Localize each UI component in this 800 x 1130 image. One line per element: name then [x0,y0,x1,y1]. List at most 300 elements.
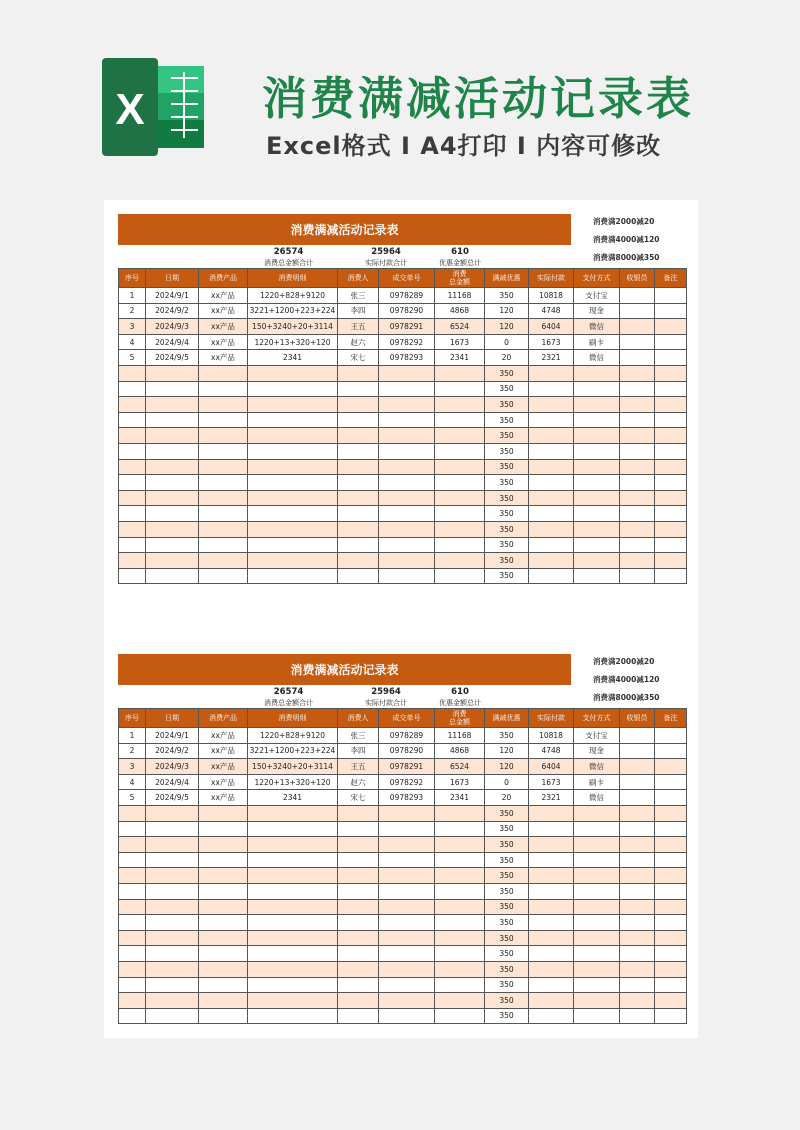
table-cell[interactable]: 王五 [338,319,379,335]
table-cell[interactable] [248,930,338,946]
table-cell[interactable] [119,521,146,537]
table-cell[interactable] [574,490,620,506]
table-cell[interactable] [435,977,485,993]
table-cell[interactable] [379,521,435,537]
table-cell[interactable] [146,852,199,868]
table-cell[interactable]: 现金 [574,303,620,319]
table-cell[interactable] [620,915,655,931]
table-cell[interactable] [655,553,687,569]
table-cell[interactable]: 350 [485,852,529,868]
table-cell[interactable] [199,365,248,381]
table-cell[interactable]: 李四 [338,303,379,319]
table-cell[interactable]: 李四 [338,743,379,759]
table-cell[interactable] [338,915,379,931]
table-cell[interactable] [435,459,485,475]
table-cell[interactable]: 4868 [435,303,485,319]
table-cell[interactable] [248,553,338,569]
table-cell[interactable]: 350 [485,568,529,584]
table-cell[interactable]: 0978289 [379,288,435,304]
table-cell[interactable] [574,852,620,868]
table-cell[interactable] [655,381,687,397]
table-cell[interactable] [379,961,435,977]
table-cell[interactable]: 350 [485,883,529,899]
table-cell[interactable] [146,365,199,381]
table-cell[interactable] [529,977,574,993]
table-cell[interactable]: 张三 [338,288,379,304]
table-cell[interactable] [529,459,574,475]
table-cell[interactable] [620,521,655,537]
table-cell[interactable]: 350 [485,443,529,459]
table-cell[interactable] [529,946,574,962]
table-cell[interactable] [620,961,655,977]
table-cell[interactable] [529,821,574,837]
table-cell[interactable] [119,490,146,506]
table-cell[interactable] [199,381,248,397]
table-cell[interactable]: 3221+1200+223+224 [248,743,338,759]
table-cell[interactable] [655,521,687,537]
table-cell[interactable]: 1220+828+9120 [248,728,338,744]
table-cell[interactable] [248,868,338,884]
table-cell[interactable]: 1673 [529,774,574,790]
table-cell[interactable]: 支付宝 [574,728,620,744]
table-cell[interactable] [338,852,379,868]
table-cell[interactable] [620,506,655,522]
table-cell[interactable] [338,381,379,397]
table-cell[interactable] [146,977,199,993]
table-cell[interactable]: 微信 [574,759,620,775]
table-cell[interactable] [435,883,485,899]
table-cell[interactable]: 2321 [529,790,574,806]
table-cell[interactable] [435,537,485,553]
table-cell[interactable] [199,868,248,884]
table-cell[interactable] [655,774,687,790]
table-cell[interactable] [655,568,687,584]
table-cell[interactable] [435,365,485,381]
table-cell[interactable] [119,915,146,931]
table-cell[interactable]: 350 [485,805,529,821]
table-cell[interactable]: 0978291 [379,319,435,335]
table-cell[interactable] [146,490,199,506]
table-cell[interactable]: 20 [485,790,529,806]
table-cell[interactable] [119,868,146,884]
table-cell[interactable] [338,946,379,962]
table-cell[interactable] [655,837,687,853]
table-cell[interactable] [655,443,687,459]
table-cell[interactable] [435,553,485,569]
table-cell[interactable] [199,946,248,962]
table-cell[interactable]: 3221+1200+223+224 [248,303,338,319]
table-cell[interactable]: 宋七 [338,350,379,366]
table-cell[interactable] [119,930,146,946]
table-cell[interactable]: 350 [485,459,529,475]
table-cell[interactable] [655,915,687,931]
table-cell[interactable] [529,883,574,899]
table-cell[interactable] [338,521,379,537]
table-cell[interactable] [199,993,248,1009]
table-cell[interactable] [574,506,620,522]
table-cell[interactable]: 刷卡 [574,774,620,790]
table-cell[interactable] [248,821,338,837]
table-cell[interactable]: 1220+13+320+120 [248,774,338,790]
table-cell[interactable] [248,381,338,397]
table-cell[interactable] [435,805,485,821]
table-cell[interactable] [379,490,435,506]
table-cell[interactable] [199,459,248,475]
table-cell[interactable] [146,821,199,837]
table-cell[interactable] [655,759,687,775]
table-cell[interactable] [574,805,620,821]
table-cell[interactable] [119,1008,146,1024]
table-cell[interactable] [119,553,146,569]
table-cell[interactable] [574,568,620,584]
table-cell[interactable] [199,475,248,491]
table-cell[interactable]: xx产品 [199,303,248,319]
table-cell[interactable] [529,568,574,584]
table-cell[interactable] [199,490,248,506]
table-cell[interactable] [379,915,435,931]
table-cell[interactable] [338,930,379,946]
table-cell[interactable] [379,459,435,475]
table-cell[interactable] [146,930,199,946]
table-cell[interactable] [655,459,687,475]
table-cell[interactable] [146,883,199,899]
table-cell[interactable] [119,537,146,553]
table-cell[interactable]: 350 [485,728,529,744]
table-cell[interactable] [199,805,248,821]
table-cell[interactable]: 2024/9/5 [146,790,199,806]
table-cell[interactable] [529,852,574,868]
table-cell[interactable]: 2341 [248,790,338,806]
table-cell[interactable] [655,490,687,506]
table-cell[interactable]: 0 [485,774,529,790]
table-cell[interactable] [574,977,620,993]
table-cell[interactable] [620,319,655,335]
table-cell[interactable]: 0978290 [379,743,435,759]
table-cell[interactable]: 350 [485,915,529,931]
table-cell[interactable] [620,288,655,304]
table-cell[interactable] [338,805,379,821]
table-cell[interactable] [338,899,379,915]
table-cell[interactable] [574,961,620,977]
table-cell[interactable]: 张三 [338,728,379,744]
table-cell[interactable]: 350 [485,537,529,553]
table-cell[interactable] [620,365,655,381]
table-cell[interactable]: 2024/9/2 [146,303,199,319]
table-cell[interactable] [435,961,485,977]
table-cell[interactable]: 4 [119,774,146,790]
table-cell[interactable]: xx产品 [199,774,248,790]
table-cell[interactable] [574,397,620,413]
table-cell[interactable] [435,821,485,837]
table-cell[interactable] [655,397,687,413]
table-cell[interactable]: 350 [485,365,529,381]
table-cell[interactable] [338,428,379,444]
table-cell[interactable] [529,428,574,444]
table-cell[interactable]: 0978293 [379,350,435,366]
table-cell[interactable] [119,381,146,397]
table-cell[interactable]: 10818 [529,728,574,744]
table-cell[interactable] [379,443,435,459]
table-cell[interactable] [529,490,574,506]
table-cell[interactable]: xx产品 [199,319,248,335]
table-cell[interactable] [119,568,146,584]
table-cell[interactable] [199,852,248,868]
table-cell[interactable]: 2024/9/4 [146,774,199,790]
table-cell[interactable] [379,365,435,381]
table-cell[interactable] [655,412,687,428]
table-cell[interactable] [529,381,574,397]
table-cell[interactable] [248,475,338,491]
table-cell[interactable] [529,365,574,381]
table-cell[interactable] [574,412,620,428]
table-cell[interactable] [529,805,574,821]
table-cell[interactable]: 150+3240+20+3114 [248,319,338,335]
table-cell[interactable] [574,475,620,491]
table-cell[interactable] [655,475,687,491]
table-cell[interactable]: 2 [119,303,146,319]
table-cell[interactable] [529,537,574,553]
table-cell[interactable]: 1 [119,288,146,304]
table-cell[interactable] [379,381,435,397]
table-cell[interactable] [199,961,248,977]
table-cell[interactable]: 支付宝 [574,288,620,304]
table-cell[interactable] [199,915,248,931]
table-cell[interactable] [574,821,620,837]
table-cell[interactable] [146,837,199,853]
table-cell[interactable] [620,459,655,475]
table-cell[interactable] [620,899,655,915]
table-cell[interactable]: 120 [485,759,529,775]
table-cell[interactable] [379,868,435,884]
table-cell[interactable]: 0978289 [379,728,435,744]
table-cell[interactable] [119,412,146,428]
table-cell[interactable]: 4748 [529,743,574,759]
table-cell[interactable]: 2024/9/5 [146,350,199,366]
table-cell[interactable]: 2024/9/1 [146,728,199,744]
table-cell[interactable]: 2 [119,743,146,759]
table-cell[interactable] [574,428,620,444]
table-cell[interactable] [529,1008,574,1024]
table-cell[interactable] [574,1008,620,1024]
table-cell[interactable] [529,521,574,537]
table-cell[interactable] [199,412,248,428]
table-cell[interactable] [655,993,687,1009]
table-cell[interactable] [248,397,338,413]
table-cell[interactable] [574,381,620,397]
table-cell[interactable] [379,553,435,569]
table-cell[interactable] [338,490,379,506]
table-cell[interactable]: 6404 [529,759,574,775]
table-cell[interactable] [655,805,687,821]
table-cell[interactable] [248,977,338,993]
table-cell[interactable]: 2024/9/2 [146,743,199,759]
table-cell[interactable]: 0 [485,334,529,350]
table-cell[interactable] [338,459,379,475]
table-cell[interactable] [435,428,485,444]
table-cell[interactable]: 0978292 [379,334,435,350]
table-cell[interactable] [248,837,338,853]
table-cell[interactable] [146,459,199,475]
table-cell[interactable] [655,350,687,366]
table-cell[interactable]: 现金 [574,743,620,759]
table-cell[interactable] [620,977,655,993]
table-cell[interactable] [338,977,379,993]
table-cell[interactable] [379,993,435,1009]
table-cell[interactable] [119,821,146,837]
table-cell[interactable] [574,521,620,537]
table-cell[interactable]: 4868 [435,743,485,759]
table-cell[interactable]: 11168 [435,288,485,304]
table-cell[interactable] [338,821,379,837]
table-cell[interactable] [620,381,655,397]
table-cell[interactable] [574,443,620,459]
table-cell[interactable] [620,428,655,444]
table-cell[interactable] [146,412,199,428]
table-cell[interactable] [620,537,655,553]
table-cell[interactable] [435,443,485,459]
table-cell[interactable]: 微信 [574,790,620,806]
table-cell[interactable]: 350 [485,930,529,946]
table-cell[interactable] [655,728,687,744]
table-cell[interactable] [529,553,574,569]
table-cell[interactable]: 1220+13+320+120 [248,334,338,350]
table-cell[interactable]: 350 [485,288,529,304]
table-cell[interactable] [620,805,655,821]
table-cell[interactable] [655,428,687,444]
table-cell[interactable]: 350 [485,821,529,837]
table-cell[interactable] [435,506,485,522]
table-cell[interactable]: 350 [485,506,529,522]
table-cell[interactable]: 0978290 [379,303,435,319]
table-cell[interactable] [620,1008,655,1024]
table-cell[interactable] [529,899,574,915]
table-cell[interactable] [435,568,485,584]
table-cell[interactable] [574,946,620,962]
table-cell[interactable] [620,837,655,853]
table-cell[interactable] [655,977,687,993]
table-cell[interactable]: 微信 [574,319,620,335]
table-cell[interactable] [199,428,248,444]
table-cell[interactable] [248,805,338,821]
table-cell[interactable] [435,837,485,853]
table-cell[interactable] [655,930,687,946]
table-cell[interactable]: xx产品 [199,288,248,304]
table-cell[interactable]: 2321 [529,350,574,366]
table-cell[interactable]: xx产品 [199,350,248,366]
table-cell[interactable]: 5 [119,350,146,366]
table-cell[interactable] [529,837,574,853]
table-cell[interactable] [529,412,574,428]
table-cell[interactable]: 11168 [435,728,485,744]
table-cell[interactable] [655,821,687,837]
table-cell[interactable]: 6404 [529,319,574,335]
table-cell[interactable]: 2341 [435,350,485,366]
table-cell[interactable] [620,443,655,459]
table-cell[interactable] [379,946,435,962]
table-cell[interactable]: 0978292 [379,774,435,790]
table-cell[interactable] [199,821,248,837]
table-cell[interactable] [655,334,687,350]
table-cell[interactable] [620,790,655,806]
table-cell[interactable] [248,1008,338,1024]
table-cell[interactable]: 王五 [338,759,379,775]
table-cell[interactable]: 0978293 [379,790,435,806]
table-cell[interactable] [529,993,574,1009]
table-cell[interactable] [248,428,338,444]
table-cell[interactable] [338,475,379,491]
table-cell[interactable] [119,805,146,821]
table-cell[interactable] [248,993,338,1009]
table-cell[interactable] [338,961,379,977]
table-cell[interactable]: 350 [485,946,529,962]
table-cell[interactable] [435,1008,485,1024]
table-cell[interactable] [146,506,199,522]
table-cell[interactable]: 350 [485,993,529,1009]
table-cell[interactable] [146,381,199,397]
table-cell[interactable] [620,993,655,1009]
table-cell[interactable]: 0978291 [379,759,435,775]
table-cell[interactable] [655,899,687,915]
table-cell[interactable] [435,490,485,506]
table-cell[interactable] [338,568,379,584]
table-cell[interactable] [620,303,655,319]
table-cell[interactable] [199,568,248,584]
table-cell[interactable] [119,397,146,413]
table-cell[interactable] [199,977,248,993]
table-cell[interactable] [655,288,687,304]
table-cell[interactable] [248,946,338,962]
table-cell[interactable]: 2341 [248,350,338,366]
table-cell[interactable] [379,821,435,837]
table-cell[interactable]: 6524 [435,319,485,335]
table-cell[interactable] [529,868,574,884]
table-cell[interactable] [574,899,620,915]
table-cell[interactable]: 3 [119,759,146,775]
table-cell[interactable] [146,553,199,569]
table-cell[interactable] [199,899,248,915]
table-cell[interactable]: 350 [485,475,529,491]
table-cell[interactable] [655,852,687,868]
table-cell[interactable] [574,883,620,899]
table-cell[interactable] [146,946,199,962]
table-cell[interactable] [199,397,248,413]
table-cell[interactable] [248,899,338,915]
table-cell[interactable]: 350 [485,412,529,428]
table-cell[interactable]: 刷卡 [574,334,620,350]
table-cell[interactable] [338,837,379,853]
table-cell[interactable]: xx产品 [199,743,248,759]
table-cell[interactable] [146,568,199,584]
table-cell[interactable]: 4 [119,334,146,350]
table-cell[interactable] [620,475,655,491]
table-cell[interactable] [379,412,435,428]
table-cell[interactable] [574,537,620,553]
table-cell[interactable] [435,381,485,397]
table-cell[interactable] [529,930,574,946]
table-cell[interactable]: 宋七 [338,790,379,806]
table-cell[interactable] [574,915,620,931]
table-cell[interactable] [655,319,687,335]
table-cell[interactable] [146,868,199,884]
table-cell[interactable] [655,303,687,319]
table-cell[interactable] [620,397,655,413]
table-cell[interactable] [574,459,620,475]
table-cell[interactable] [199,837,248,853]
table-cell[interactable] [529,961,574,977]
table-cell[interactable]: xx产品 [199,790,248,806]
table-cell[interactable] [119,837,146,853]
table-cell[interactable] [655,743,687,759]
